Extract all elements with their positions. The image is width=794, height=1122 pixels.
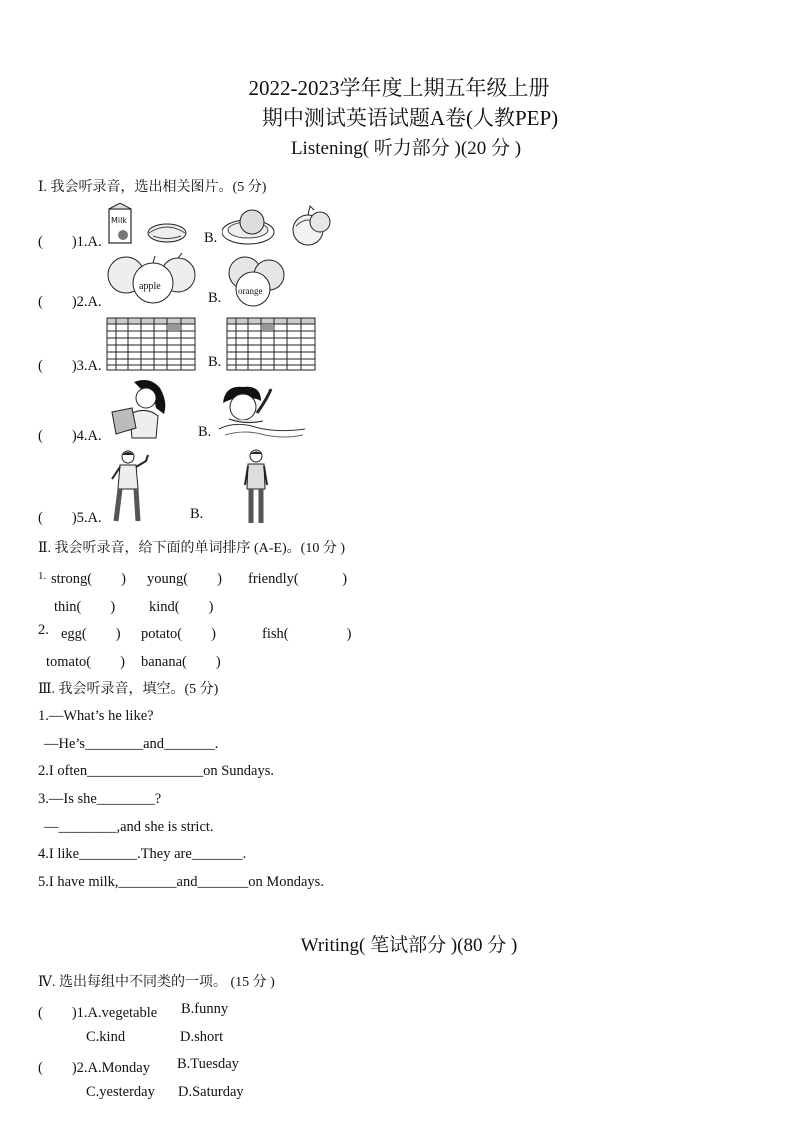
- fill-line-1: 1.—What’s he like?: [38, 708, 154, 724]
- section-1-heading: Ⅰ. 我会听录音，选出相关图片。(5 分): [38, 180, 267, 195]
- apples-picture: [106, 253, 198, 305]
- q4-b-label: B.: [198, 424, 212, 440]
- word-friendly: friendly( ): [248, 571, 348, 587]
- milk-bread-picture: [107, 203, 187, 245]
- q2-b-label: B.: [208, 290, 222, 306]
- plate-onion-picture: [222, 204, 334, 246]
- apple-text: apple: [139, 281, 161, 292]
- girl-reading-picture: [106, 378, 172, 440]
- word-thin: thin( ): [54, 599, 116, 615]
- q4-1-option-d: D.short: [180, 1029, 224, 1045]
- q1-b-label: B.: [204, 230, 218, 246]
- q5-b-label: B.: [190, 506, 204, 522]
- section-3-heading: Ⅲ. 我会听录音，填空。(5 分): [38, 682, 219, 697]
- listening-heading: Listening( 听力部分 )(20 分 ): [290, 138, 522, 159]
- word-fish: fish( ): [262, 626, 352, 642]
- milk-text: Milk: [111, 216, 127, 225]
- man-standing-picture: [243, 449, 269, 525]
- q3-label: ( )3.A.: [38, 358, 102, 374]
- boy-swimming-picture: [215, 383, 307, 441]
- q4-1-option-c: C.kind: [86, 1029, 126, 1045]
- oranges-picture: [225, 255, 287, 307]
- q5-label: ( )5.A.: [38, 510, 102, 526]
- q4-2-option-c: C.yesterday: [86, 1084, 155, 1100]
- fill-line-5: —________,and she is strict.: [44, 819, 214, 835]
- q4-1-label: ( )1.A.vegetable: [38, 1005, 158, 1021]
- q1-label: ( )1.A.: [38, 234, 102, 250]
- fill-line-4: 3.—Is she________?: [38, 791, 162, 807]
- title-line-2: 期中测试英语试题A卷(人教PEP): [261, 106, 559, 130]
- word-banana: banana( ): [141, 654, 221, 670]
- writing-heading: Writing( 笔试部分 )(80 分 ): [300, 935, 518, 956]
- fill-line-3: 2.I often________________on Sundays.: [38, 763, 275, 779]
- section-2-heading: Ⅱ. 我会听录音，给下面的单词排序 (A-E)。(10 分 ): [38, 541, 345, 556]
- girl-waving-picture: [108, 449, 152, 525]
- q4-1-option-b: B.funny: [181, 1001, 229, 1017]
- word-young: young( ): [147, 571, 222, 587]
- word-egg: egg( ): [61, 626, 121, 642]
- word-strong: strong( ): [51, 571, 126, 587]
- word-kind: kind( ): [149, 599, 214, 615]
- fill-line-7: 5.I have milk,________and_______on Mondays.: [38, 874, 324, 890]
- timetable-b-picture: [226, 317, 316, 371]
- q4-label: ( )4.A.: [38, 428, 102, 444]
- group-1-number: 1.: [38, 570, 47, 582]
- q3-b-label: B.: [208, 354, 222, 370]
- group-2-number: 2.: [38, 622, 49, 638]
- fill-line-6: 4.I like________.They are_______.: [38, 846, 247, 862]
- q2-label: ( )2.A.: [38, 294, 102, 310]
- q4-2-option-d: D.Saturday: [178, 1084, 244, 1100]
- word-tomato: tomato( ): [46, 654, 125, 670]
- timetable-a-picture: [106, 317, 196, 371]
- q4-2-label: ( )2.A.Monday: [38, 1060, 150, 1076]
- section-4-heading: Ⅳ. 选出每组中不同类的一项。 (15 分 ): [38, 975, 275, 990]
- title-line-1: 2022-2023学年度上期五年级上册: [248, 76, 550, 100]
- orange-text: orange: [238, 286, 263, 296]
- q4-2-option-b: B.Tuesday: [177, 1056, 239, 1072]
- word-potato: potato( ): [141, 626, 216, 642]
- fill-line-2: —He’s________and_______.: [44, 736, 219, 752]
